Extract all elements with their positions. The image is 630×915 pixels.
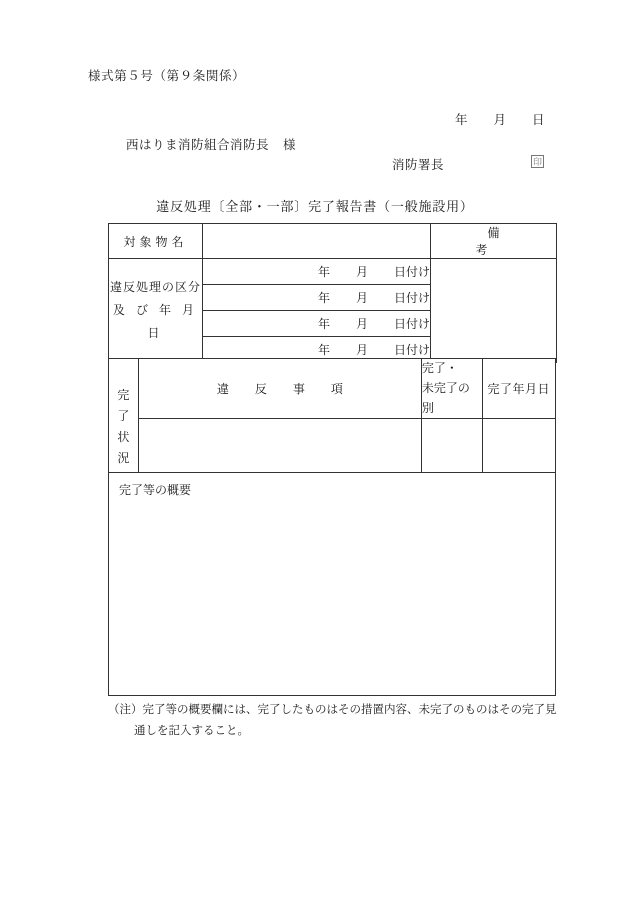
date-month: 月 <box>355 291 368 305</box>
date-year: 年 <box>317 291 330 305</box>
date-year: 年 <box>317 343 330 357</box>
table-row <box>109 224 557 259</box>
target-object-value[interactable] <box>203 224 431 259</box>
issue-date-month: 月 <box>493 113 507 127</box>
violation-category-label <box>109 259 203 363</box>
distinction-header <box>421 359 482 419</box>
violation-category-label-line1: 違反処理の区分 <box>109 280 201 295</box>
addressee-honorific: 様 <box>283 138 297 152</box>
date-month: 月 <box>355 343 368 357</box>
status-char: 完 <box>117 387 130 402</box>
date-year: 年 <box>317 317 330 331</box>
category-date-row-3[interactable] <box>203 311 431 337</box>
table-row <box>109 259 557 285</box>
distinction-header-line2: 未完了の別 <box>421 380 470 415</box>
addressee <box>126 135 296 153</box>
table-row <box>109 359 556 419</box>
date-suffix: 日付け <box>393 317 430 331</box>
report-table <box>108 223 596 363</box>
summary-field[interactable] <box>109 473 556 696</box>
completion-date-header: 完了年月日 <box>482 359 555 419</box>
date-suffix: 日付け <box>393 343 430 357</box>
issue-date-year: 年 <box>455 113 468 127</box>
status-char: 了 <box>117 408 130 423</box>
category-date-row-1[interactable] <box>203 259 431 285</box>
date-suffix: 日付け <box>393 291 430 305</box>
summary-label: 完了等の概要 <box>119 483 192 497</box>
violation-category-label-line2: 及 び 年 月 日 <box>112 303 198 340</box>
footnote <box>108 700 578 743</box>
issue-date-day: 日 <box>532 113 545 127</box>
date-year: 年 <box>317 265 330 279</box>
date-month: 月 <box>355 317 368 331</box>
date-suffix: 日付け <box>393 265 430 279</box>
issue-date-line <box>455 110 545 128</box>
sender-title: 消防署長 <box>392 158 445 172</box>
target-object-label: 対象物名 <box>109 224 203 259</box>
violation-item-header: 違 反 事 項 <box>138 359 421 419</box>
document-title: 違反処理〔全部・一部〕完了報告書（一般施設用） <box>156 199 474 214</box>
summary-table <box>108 472 556 696</box>
remarks-value[interactable] <box>431 259 557 363</box>
status-char: 況 <box>117 450 130 465</box>
footnote-line2: 通しを記入すること。 <box>134 725 249 738</box>
table-row <box>109 473 556 696</box>
distinction-header-line1: 完了・ <box>421 361 458 375</box>
status-char: 状 <box>117 429 130 444</box>
form-number: 様式第５号（第９条関係） <box>88 69 246 83</box>
addressee-name: 西はりま消防組合消防長 <box>126 138 270 152</box>
footnote-line1: （注）完了等の概要欄には、完了したものはその措置内容、未完了のものはその完了見 <box>108 704 557 716</box>
remarks-header: 備 考 <box>431 224 557 259</box>
category-date-row-2[interactable] <box>203 285 431 311</box>
date-month: 月 <box>355 265 368 279</box>
seal-stamp-icon: 印 <box>532 157 542 167</box>
